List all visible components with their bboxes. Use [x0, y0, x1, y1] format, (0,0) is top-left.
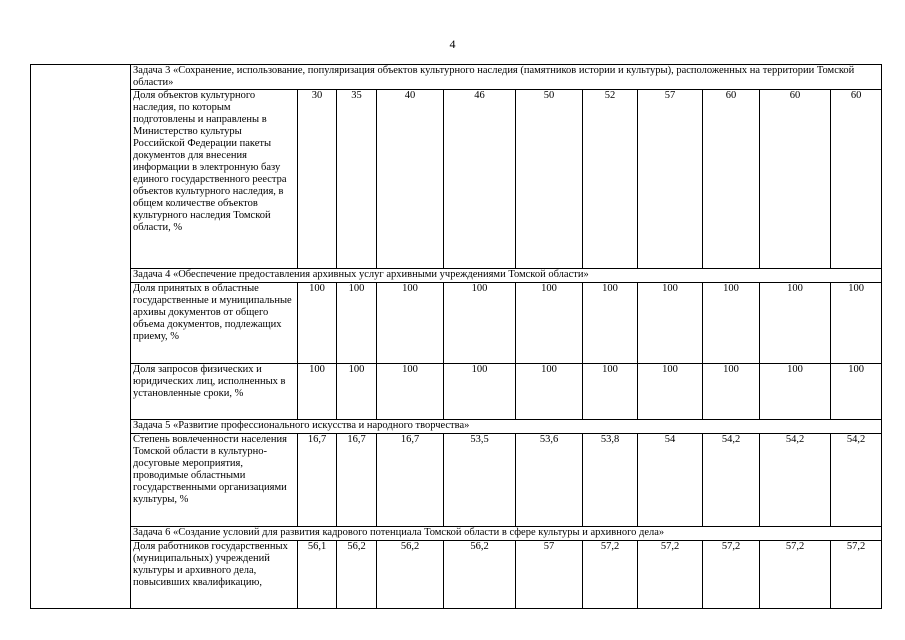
- value-cell: 56,2: [377, 541, 444, 609]
- value-cell: 57,2: [760, 541, 831, 609]
- value-cell: 54: [638, 434, 703, 527]
- value-cell: 53,8: [583, 434, 638, 527]
- value-cell: 60: [760, 90, 831, 269]
- value-cell: 56,2: [337, 541, 377, 609]
- value-cell: 100: [703, 364, 760, 420]
- indicators-table: [30, 64, 882, 609]
- value-cell: 46: [444, 90, 516, 269]
- value-cell: 54,2: [703, 434, 760, 527]
- value-cell: 16,7: [337, 434, 377, 527]
- indicator-name: Доля объектов культурного наследия, по которым подготовлены и направлены в Министерство культуры Российской Федерации пакеты документов для внесения информации в электронную базу единого государственного реестра объектов культурного наследия, в общем количестве объектов культурного наследия Томской области, %: [131, 90, 298, 269]
- indicator-name: Степень вовлеченности населения Томской области в культурно-досуговые мероприятия, проводимые областными государственными организациями культуры, %: [131, 434, 298, 527]
- value-cell: 100: [377, 283, 444, 364]
- table-row: [31, 541, 882, 609]
- task-3-heading: Задача 3 «Сохранение, использование, популяризация объектов культурного наследия (памятников истории и культуры), расположенных на территории Томской области»: [131, 65, 882, 90]
- value-cell: 100: [337, 364, 377, 420]
- value-cell: 100: [638, 283, 703, 364]
- value-cell: 100: [831, 364, 882, 420]
- task-6-heading: Задача 6 «Создание условий для развития кадрового потенциала Томской области в сфере культуры и архивного дела»: [131, 527, 882, 541]
- value-cell: 100: [377, 364, 444, 420]
- table-row: [31, 90, 882, 269]
- value-cell: 54,2: [760, 434, 831, 527]
- value-cell: 57: [638, 90, 703, 269]
- value-cell: 57,2: [831, 541, 882, 609]
- task-4-heading: Задача 4 «Обеспечение предоставления архивных услуг архивными учреждениями Томской области»: [131, 269, 882, 283]
- value-cell: 100: [760, 364, 831, 420]
- value-cell: 52: [583, 90, 638, 269]
- value-cell: 100: [516, 283, 583, 364]
- value-cell: 54,2: [831, 434, 882, 527]
- value-cell: 50: [516, 90, 583, 269]
- value-cell: 57,2: [638, 541, 703, 609]
- table-row: [31, 364, 882, 420]
- task-row: [31, 527, 882, 541]
- value-cell: 56,2: [444, 541, 516, 609]
- indicator-name: Доля работников государственных (муниципальных) учреждений культуры и архивного дела, повысивших квалификацию,: [131, 541, 298, 609]
- value-cell: 57,2: [583, 541, 638, 609]
- value-cell: 40: [377, 90, 444, 269]
- value-cell: 30: [298, 90, 337, 269]
- value-cell: 100: [703, 283, 760, 364]
- value-cell: 35: [337, 90, 377, 269]
- indicator-name: Доля запросов физических и юридических лиц, исполненных в установленные сроки, %: [131, 364, 298, 420]
- table-row: [31, 434, 882, 527]
- value-cell: 100: [516, 364, 583, 420]
- value-cell: 100: [831, 283, 882, 364]
- task-row: [31, 420, 882, 434]
- value-cell: 100: [638, 364, 703, 420]
- value-cell: 57,2: [703, 541, 760, 609]
- task-row: [31, 269, 882, 283]
- table-row: [31, 283, 882, 364]
- page-number: 4: [449, 37, 456, 51]
- value-cell: 16,7: [298, 434, 337, 527]
- value-cell: 60: [831, 90, 882, 269]
- value-cell: 57: [516, 541, 583, 609]
- indicator-name: Доля принятых в областные государственные и муниципальные архивы документов от общего объема документов, подлежащих приему, %: [131, 283, 298, 364]
- value-cell: 100: [337, 283, 377, 364]
- task-row: [31, 65, 882, 90]
- value-cell: 100: [444, 283, 516, 364]
- value-cell: 53,5: [444, 434, 516, 527]
- value-cell: 53,6: [516, 434, 583, 527]
- value-cell: 100: [583, 283, 638, 364]
- value-cell: 100: [444, 364, 516, 420]
- lead-column-cell: [31, 65, 131, 609]
- value-cell: 100: [298, 283, 337, 364]
- value-cell: 56,1: [298, 541, 337, 609]
- value-cell: 60: [703, 90, 760, 269]
- task-5-heading: Задача 5 «Развитие профессионального искусства и народного творчества»: [131, 420, 882, 434]
- value-cell: 100: [298, 364, 337, 420]
- value-cell: 100: [583, 364, 638, 420]
- value-cell: 16,7: [377, 434, 444, 527]
- value-cell: 100: [760, 283, 831, 364]
